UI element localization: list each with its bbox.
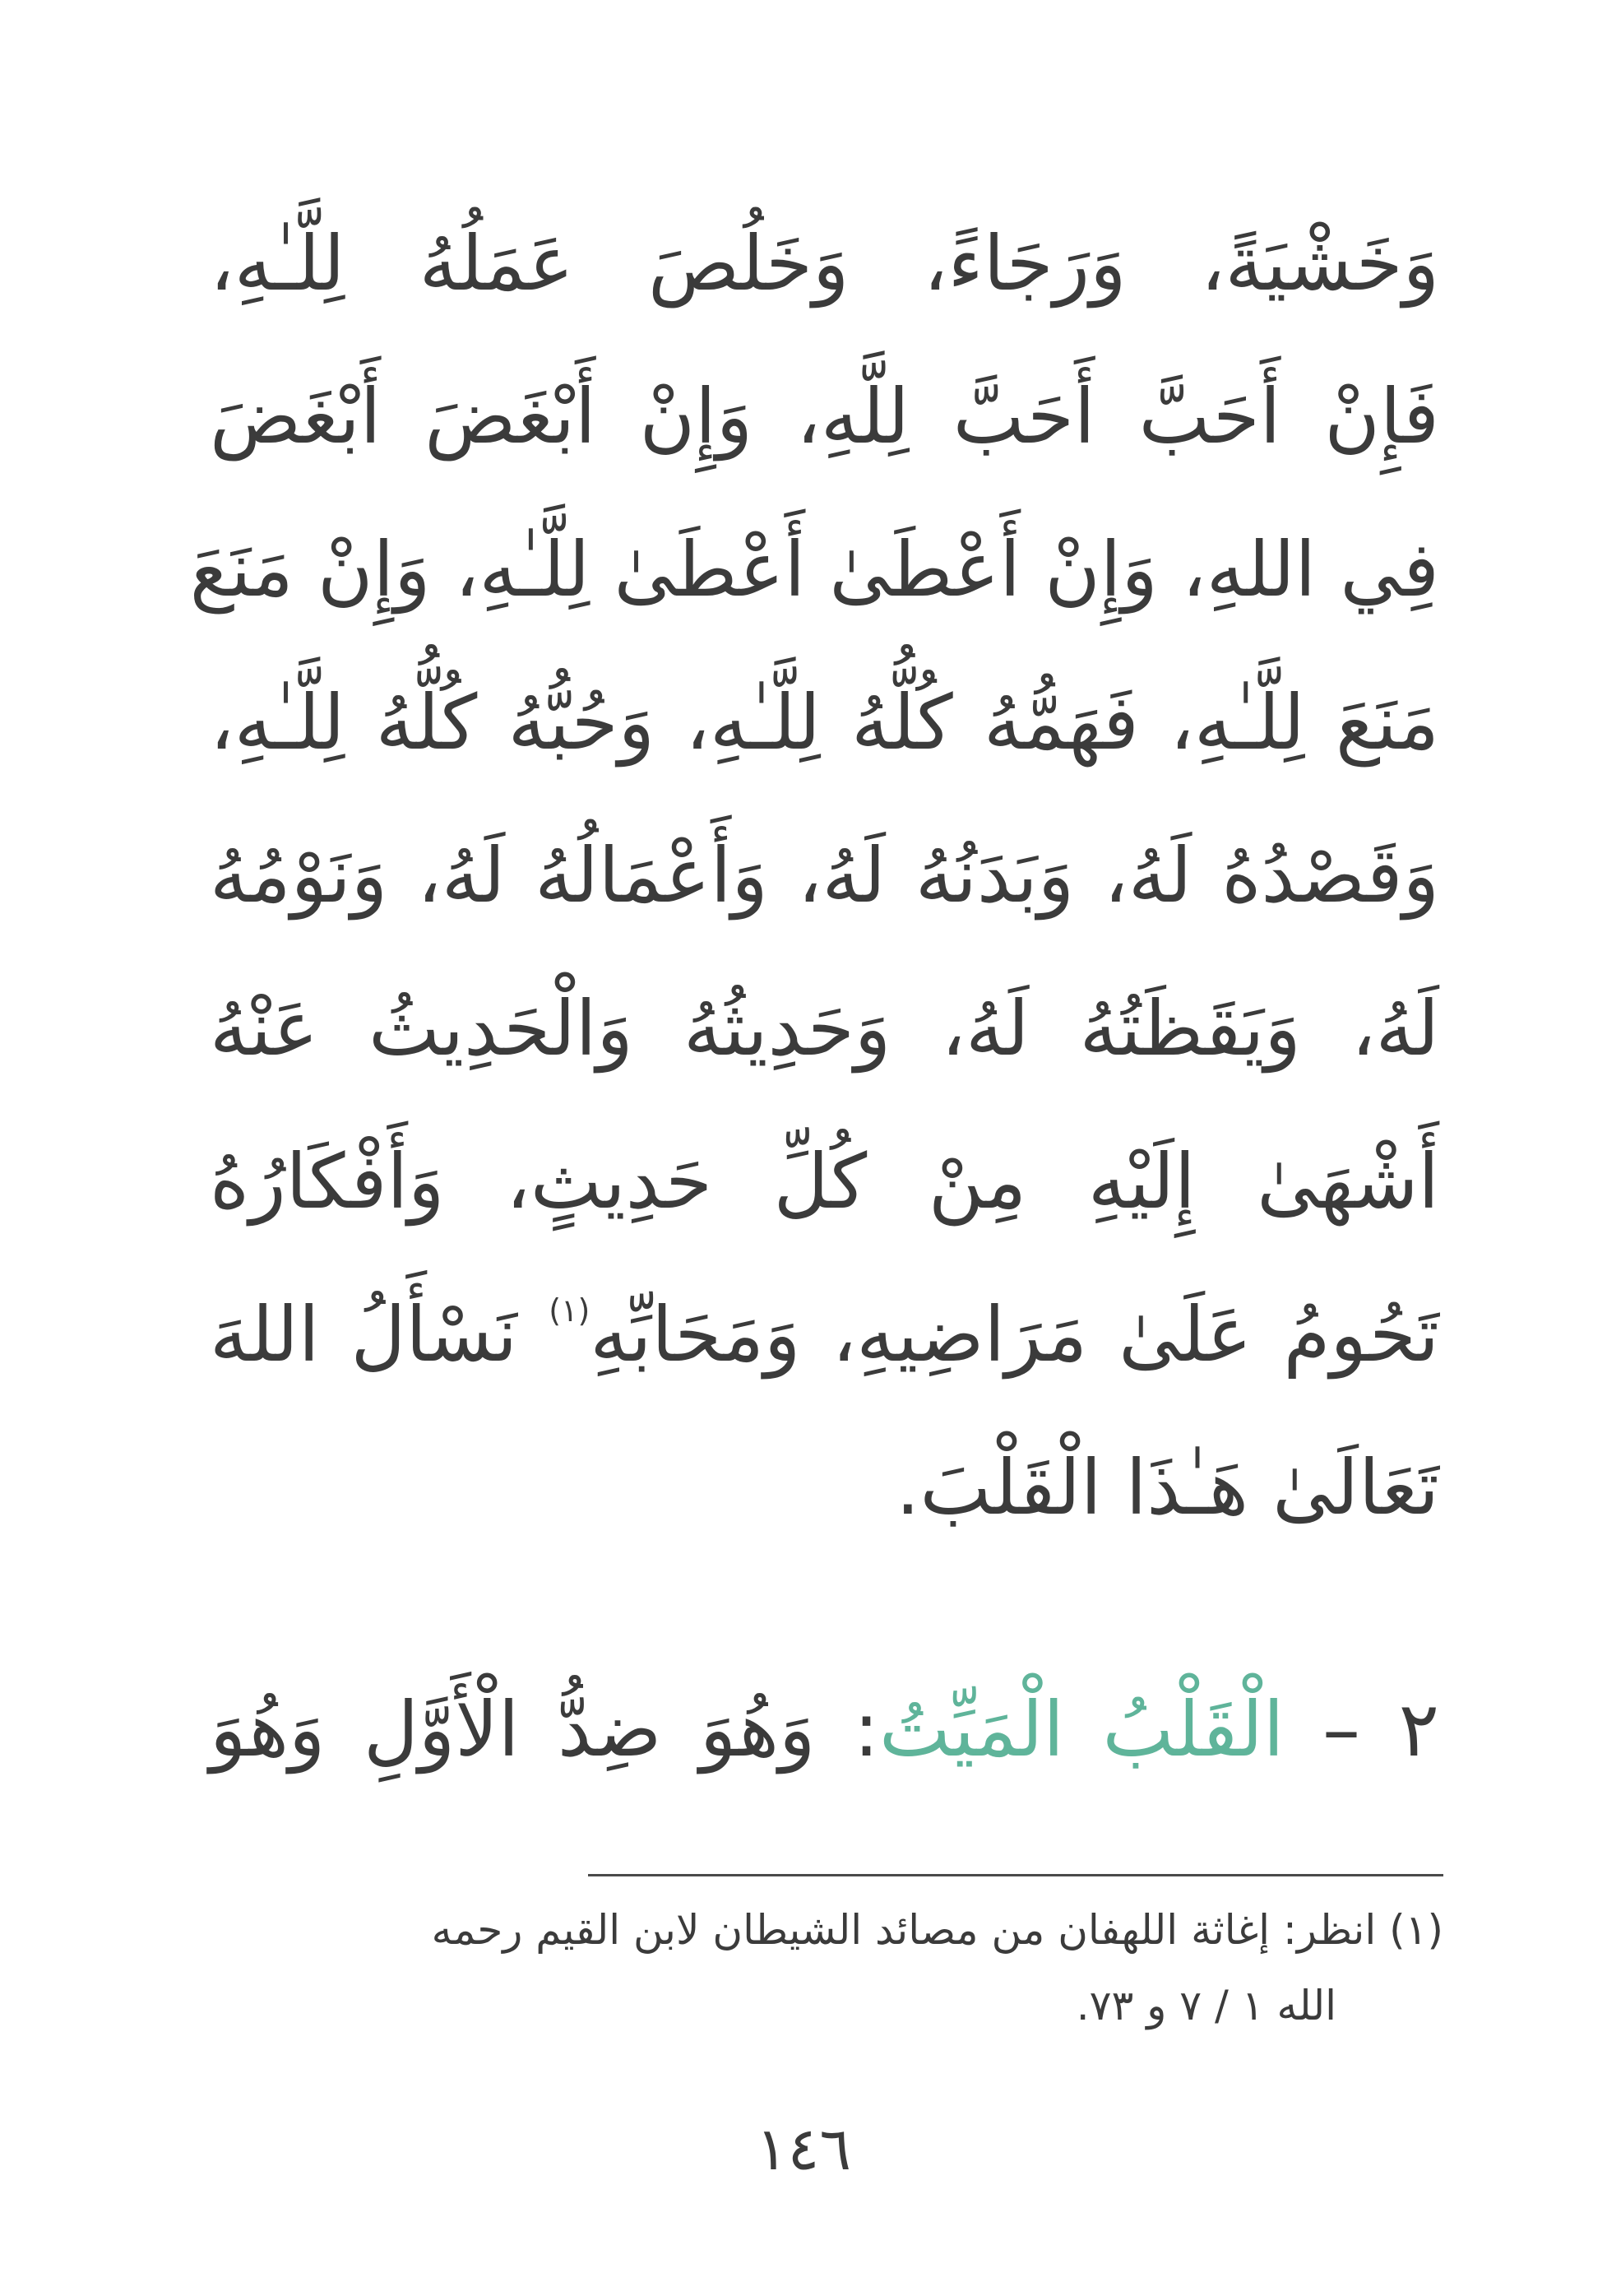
body-line-2: فَإِنْ أَحَبَّ أَحَبَّ لِلَّهِ، وَإِنْ أَبْغَضَ أَبْغَضَ (210, 373, 1439, 461)
body-line-5: وَقَصْدُهُ لَهُ، وَبَدَنُهُ لَهُ، وَأَعْمَالُهُ لَهُ، وَنَوْمُهُ (210, 832, 1439, 920)
body-line-9: تَعَالَىٰ هَـٰذَا الْقَلْبَ. (896, 1444, 1439, 1532)
heading-colon: : (854, 1686, 879, 1774)
heading-number: ٢ – (1284, 1686, 1439, 1774)
body-line-7: أَشْهَىٰ إِلَيْهِ مِنْ كُلِّ حَدِيثٍ، وَأَفْكَارُهُ (210, 1138, 1439, 1226)
body-line-8-start: تَحُومُ عَلَىٰ مَرَاضِيهِ، وَمَحَابِّهِ (590, 1291, 1439, 1379)
body-line-8-end: نَسْأَلُ اللهَ (210, 1291, 549, 1379)
heading-title: الْقَلْبُ الْمَيِّتُ (879, 1686, 1285, 1774)
footnote-divider (588, 1874, 1443, 1876)
section-heading (210, 1654, 1439, 1807)
body-line-6: لَهُ، وَيَقَظَتُهُ لَهُ، وَحَدِيثُهُ وَالْحَدِيثُ عَنْهُ (210, 985, 1439, 1073)
body-line-3: فِي اللهِ، وَإِنْ أَعْطَىٰ أَعْطَىٰ لِلَّـٰهِ، وَإِنْ مَنَعَ (189, 526, 1439, 614)
page-number: ١٤٦ (755, 2114, 851, 2183)
footnote-reference[interactable]: (١) (549, 1292, 590, 1329)
footnote-line-2: الله ١ / ٧ و ٧٣. (1076, 1982, 1336, 2029)
footnote-line-1: (١) انظر: إغاثة اللهفان من مصائد الشيطان لابن القيم رحمه (431, 1906, 1443, 1954)
body-text (189, 188, 1439, 1565)
body-line-4: مَنَعَ لِلَّـٰهِ، فَهَمُّهُ كُلُّهُ لِلَّـٰهِ، وَحُبُّهُ كُلُّهُ لِلَّـٰهِ، (210, 679, 1439, 767)
body-line-8 (210, 1259, 1439, 1412)
footnote (210, 1892, 1443, 2043)
heading-rest: وَهُوَ ضِدُّ الْأَوَّلِ وَهُوَ (210, 1686, 854, 1774)
body-line-1: وَخَشْيَةً، وَرَجَاءً، وَخَلُصَ عَمَلُهُ لِلَّـٰهِ، (210, 220, 1439, 308)
